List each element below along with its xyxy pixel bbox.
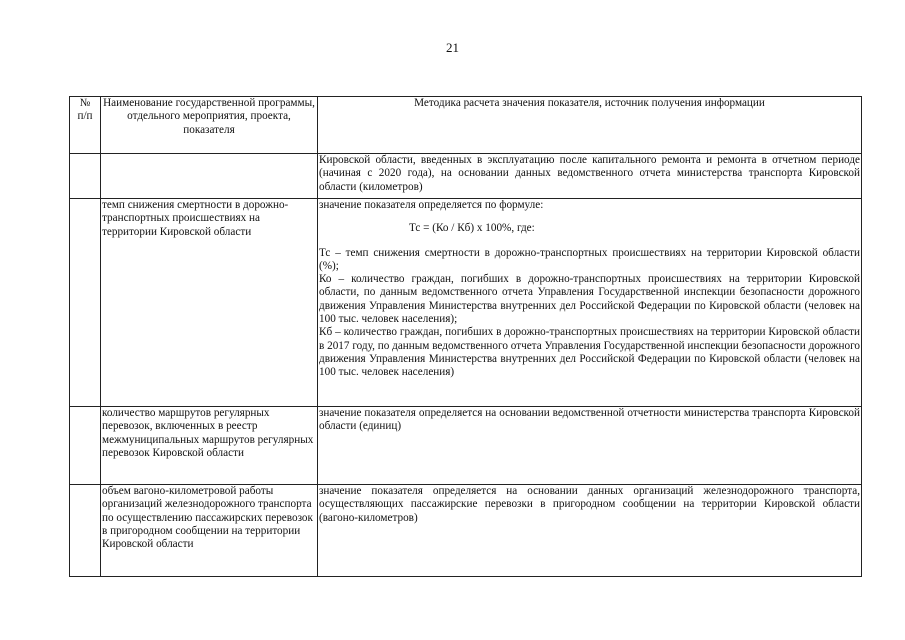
cell-method: Кировской области, введенных в эксплуатацию после капитального ремонта и ремонта в отчетном периоде (начиная с 2020 года), на основании данных ведомственного отчета министерства транспорта Кировской области (километров) xyxy=(318,154,862,199)
cell-name: количество маршрутов регулярных перевозок, включенных в реестр межмуниципальных маршрутов регулярных перевозок Кировской области xyxy=(101,407,318,485)
cell-number xyxy=(70,199,101,407)
cell-name: темп снижения смертности в дорожно-транспортных происшествиях на территории Кировской области xyxy=(101,199,318,407)
page-number: 21 xyxy=(446,40,459,55)
header-number: № п/п xyxy=(70,97,101,154)
header-name: Наименование государственной программы, отдельного мероприятия, проекта, показателя xyxy=(101,97,318,154)
table-row xyxy=(70,407,862,485)
table-header-row xyxy=(70,97,862,154)
definition-kb: Кб – количество граждан, погибших в дорожно-транспортных происшествиях на территории Кировской области в 2017 году, по данным ведомственного отчета Управления Государственной инспекции безопасности дорожного движения Управления Министерства внутренних дел Российской Федерации по Кировской области (человек на 100 тыс. человек населения) xyxy=(319,326,860,379)
cell-method xyxy=(318,199,862,407)
table-row xyxy=(70,485,862,577)
cell-number xyxy=(70,485,101,577)
header-method: Методика расчета значения показателя, источник получения информации xyxy=(318,97,862,154)
table-row xyxy=(70,154,862,199)
definition-ko: Ко – количество граждан, погибших в дорожно-транспортных происшествиях на территории Кировской области, по данным ведомственного отчета Управления Государственной инспекции безопасности дорожного движения Управления Министерства внутренних дел Российской Федерации по Кировской области (человек на 100 тыс. человек населения); xyxy=(319,273,860,326)
cell-name xyxy=(101,154,318,199)
definition-tc: Тс – темп снижения смертности в дорожно-транспортных происшествиях на территории Кировской области (%); xyxy=(319,246,860,272)
table-row xyxy=(70,199,862,407)
cell-method: значение показателя определяется на основании данных организаций железнодорожного транспорта, осуществляющих пассажирские перевозки в пригородном сообщении на территории Кировской области (вагоно-километров) xyxy=(318,485,862,577)
cell-number xyxy=(70,154,101,199)
formula: Тс = (Ко / Кб) x 100%, где: xyxy=(409,222,535,235)
cell-name: объем вагоно-километровой работы организаций железнодорожного транспорта по осуществлению пассажирских перевозок в пригородном сообщении на территории Кировской области xyxy=(101,485,318,577)
cell-method: значение показателя определяется на основании ведомственной отчетности министерства транспорта Кировской области (единиц) xyxy=(318,407,862,485)
method-intro: значение показателя определяется по формуле: xyxy=(319,199,544,211)
indicator-methodology-table xyxy=(69,96,862,577)
cell-number xyxy=(70,407,101,485)
